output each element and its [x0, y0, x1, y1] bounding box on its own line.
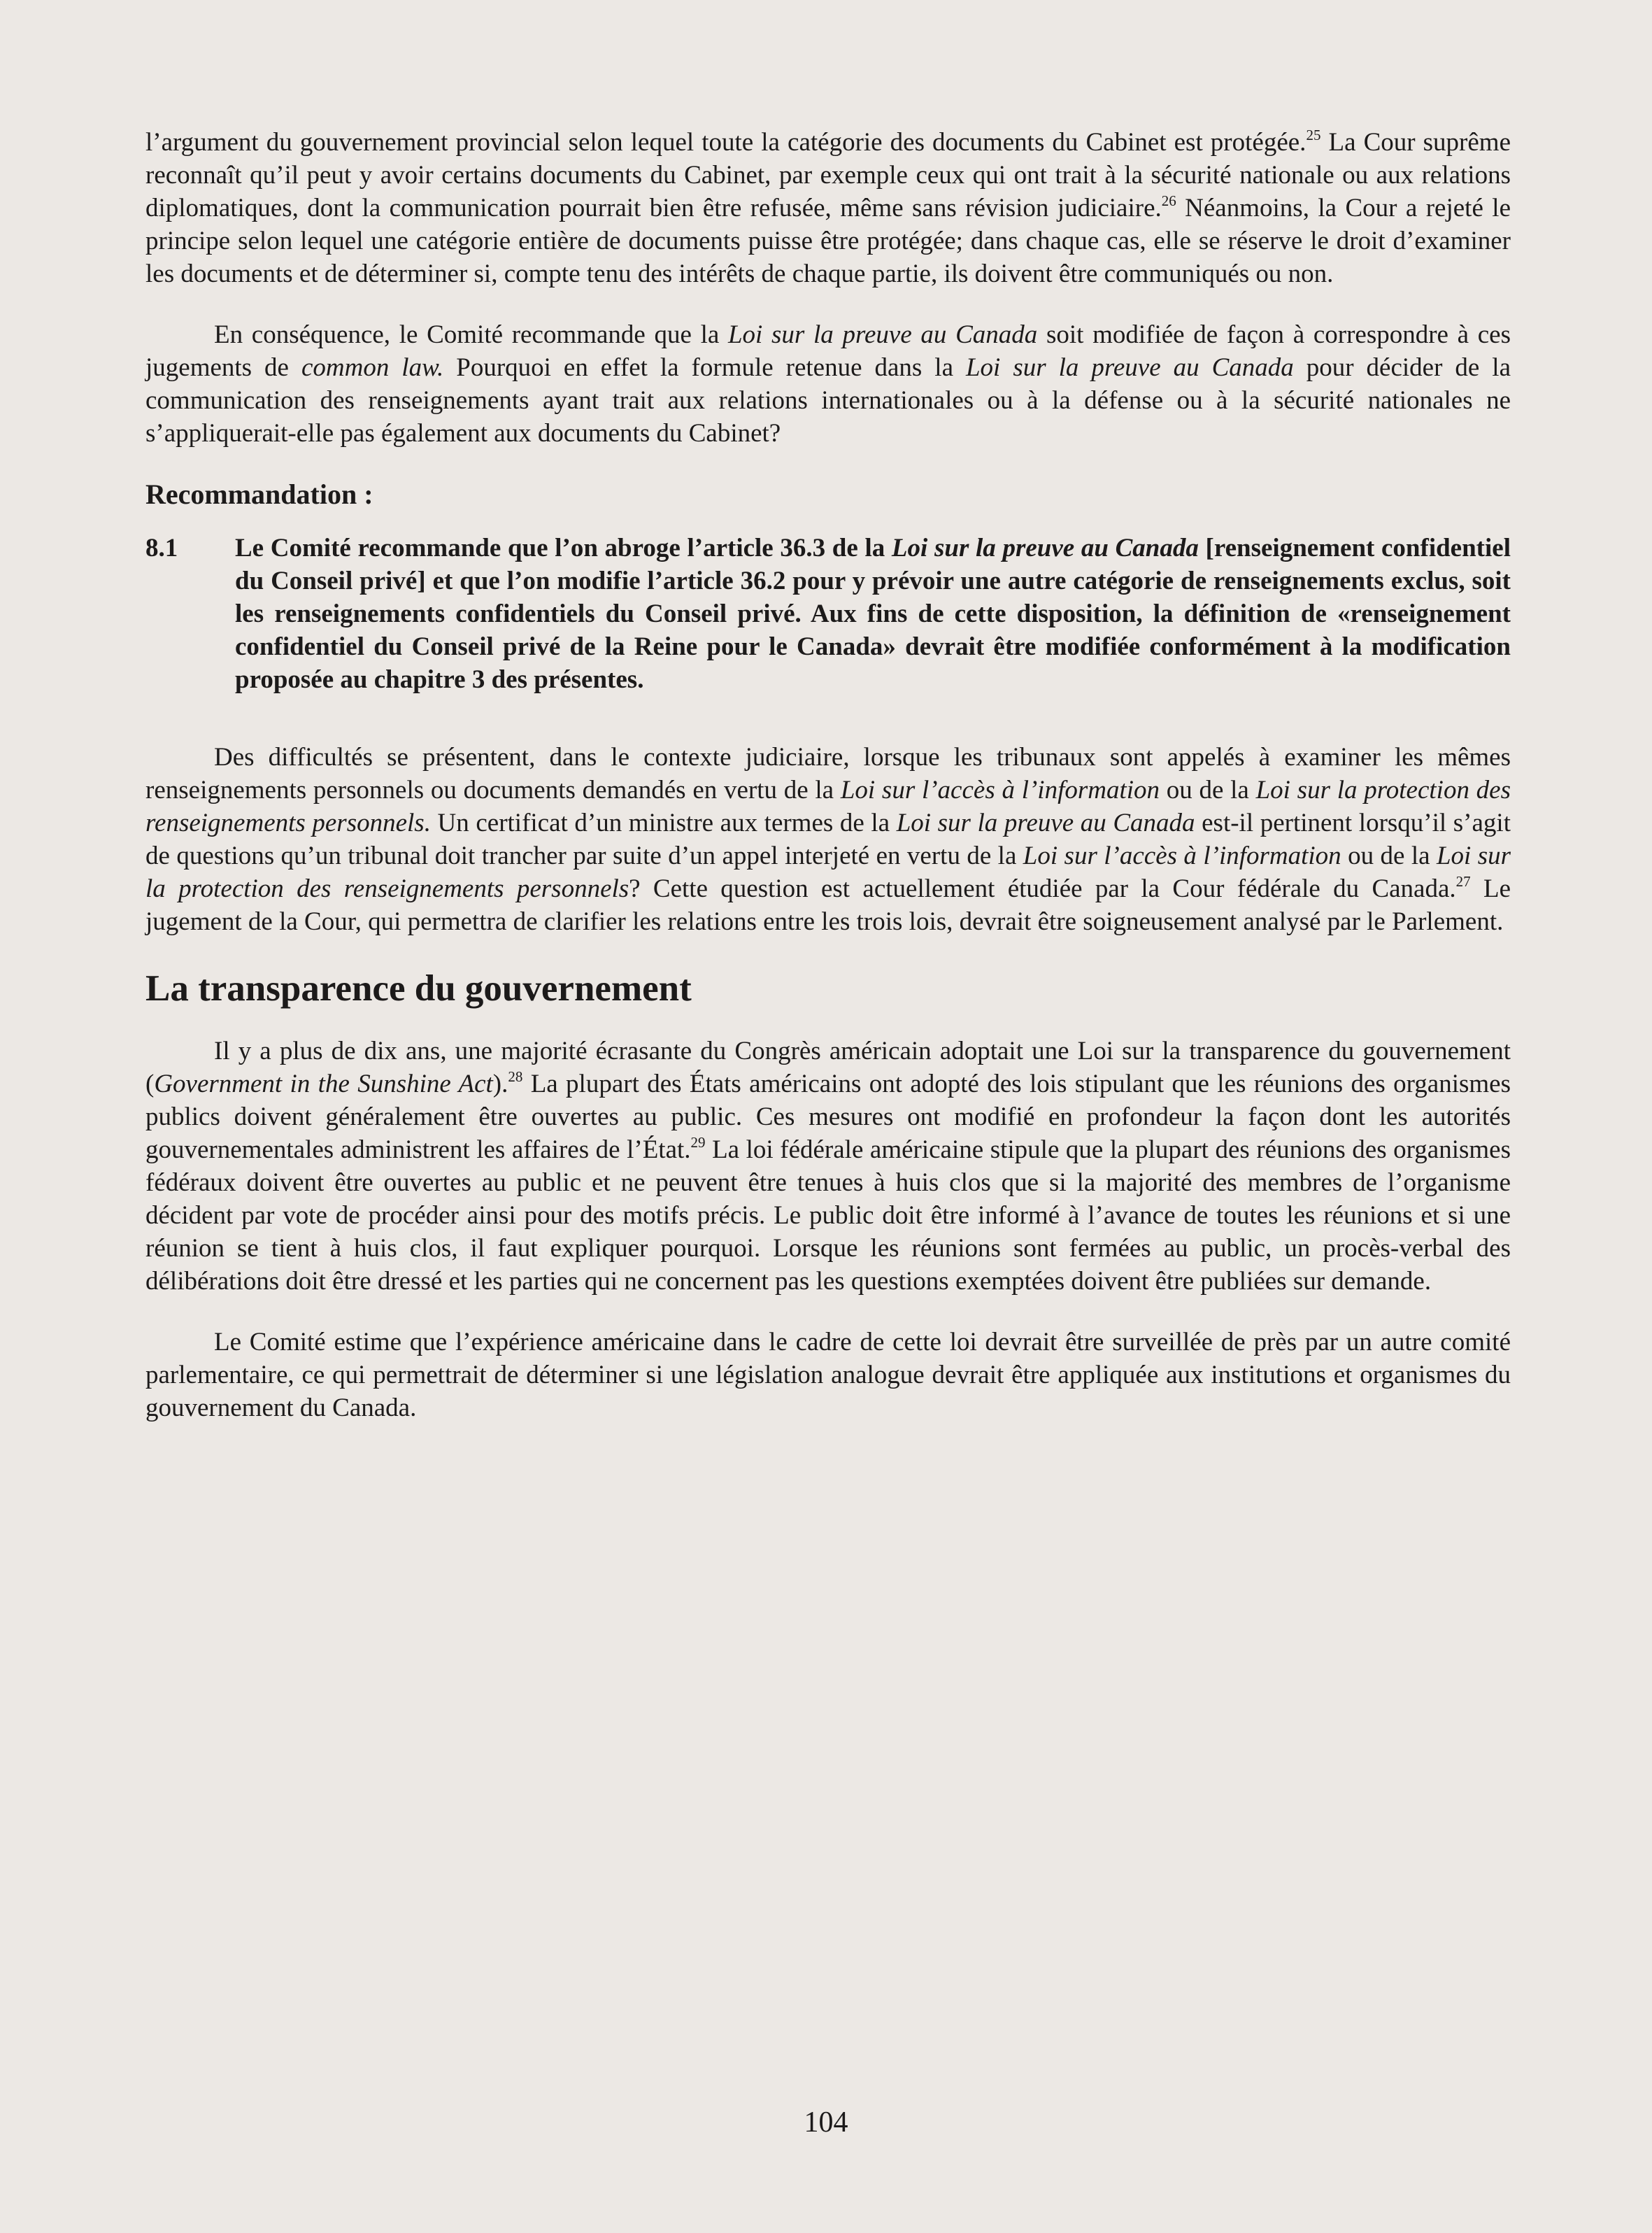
recommendation-item: [145, 532, 1511, 696]
body-text: [145, 126, 1511, 1452]
italic-title: Government in the Sunshine Act: [154, 1070, 493, 1098]
italic-title: Loi sur l’accès à l’information: [840, 776, 1160, 804]
italic-title: common law.: [301, 353, 444, 382]
recommendation-heading: Recommandation :: [145, 478, 373, 510]
section-heading: La transparence du gouvernement: [145, 968, 692, 1009]
italic-title: Loi sur la preuve au Canada: [896, 809, 1195, 837]
italic-title: Loi sur la preuve au Canada: [727, 320, 1038, 349]
footnote-ref: 28: [508, 1068, 523, 1085]
footnote-ref: 25: [1306, 127, 1321, 143]
italic-title: Loi sur la preuve au Canada: [965, 353, 1294, 382]
paragraph: Le Comité estime que l’expérience américaine dans le cadre de cette loi devrait être surveillée de près par un autre comité parlementaire, ce qui permettrait de déterminer si une législation analogue devrait être appliquée aux institutions et organismes du gouvernement du Canada.: [145, 1328, 1511, 1422]
paragraph: l’argument du gouvernement provincial selon lequel toute la catégorie des documents du Cabinet est protégée.$^{25}$ La Cour suprême reconnaît qu’il peut y avoir certains documents du Cabinet, par exemple ceux qui ont trait à la sécurité nationale ou aux relations diplomatiques, dont la communication pourrait bien être refusée, même sans révision judiciaire.$^{26}$ Néanmoins, la Cour a rejeté le principe selon lequel une catégorie entière de documents puisse être protégée; dans chaque cas, elle se réserve le droit d’examiner les documents et de déterminer si, compte tenu des intérêts de chaque partie, ils doivent être communiqués ou non.: [145, 127, 1511, 288]
paragraph: Il y a plus de dix ans, une majorité écrasante du Congrès américain adoptait une Loi sur la transparence du gouvernement (Government in the Sunshine Act).$^{28}$ La plupart des États américains ont adopté des lois stipulant que les réunions des organismes publics doivent généralement être ouvertes au public. Ces mesures ont modifié en profondeur la façon dont les autorités gouvernementales administrent les affaires de l’État.$^{29}$ La loi fédérale américaine stipule que la plupart des réunions des organismes fédéraux doivent être ouvertes au public et ne peuvent être tenues à huis clos que si la majorité des membres de l’organisme décident par vote de procéder ainsi pour des motifs précis. Le public doit être informé à l’avance de toutes les réunions et si une réunion se tient à huis clos, il faut expliquer pourquoi. Lorsque les réunions sont fermées au public, un procès-verbal des délibérations doit être dressé et les parties qui ne concernent pas les questions exemptées doivent être publiées sur demande.: [145, 1037, 1511, 1296]
recommendation-number: 8.1: [145, 534, 178, 562]
footnote-ref: 29: [690, 1134, 706, 1151]
page-number: 104: [804, 2106, 848, 2139]
paragraph: Des difficultés se présentent, dans le contexte judiciaire, lorsque les tribunaux sont appelés à examiner les mêmes renseignements personnels ou documents demandés en vertu de la Loi sur l’accès à l’information ou de la Loi sur la protection des renseignements personnels. Un certificat d’un ministre aux termes de la Loi sur la preuve au Canada est-il pertinent lorsqu’il s’agit de questions qu’un tribunal doit trancher par suite d’un appel interjeté en vertu de la Loi sur l’accès à l’information ou de la Loi sur la protection des renseignements personnels? Cette question est actuellement étudiée par la Cour fédérale du Canada.$^{27}$ Le jugement de la Cour, qui permettra de clarifier les relations entre les trois lois, devrait être soigneusement analysé par le Parlement.: [145, 743, 1511, 936]
italic-title: Loi sur la preuve au Canada: [891, 534, 1199, 562]
paragraph: En conséquence, le Comité recommande que la Loi sur la preuve au Canada soit modifiée de façon à correspondre à ces jugements de common law. Pourquoi en effet la formule retenue dans la Loi sur la preuve au Canada pour décider de la communication des renseignements ayant trait aux relations internationales ou à la défense ou à la sécurité nationales ne s’appliquerait-elle pas également aux documents du Cabinet?: [145, 320, 1511, 448]
italic-title: Loi sur l’accès à l’information: [1023, 842, 1341, 870]
footnote-ref: 27: [1455, 873, 1471, 890]
italic-title: Loi sur la protection des renseignements personnels: [145, 842, 1511, 903]
recommendation-text: Le Comité recommande que l’on abroge l’article 36.3 de la Loi sur la preuve au Canada [renseignement confidentiel du Conseil privé] et que l’on modifie l’article 36.2 pour y prévoir une autre catégorie de renseignements exclus, soit les renseignements confidentiels du Conseil privé. Aux fins de cette disposition, la définition de «renseignement confidentiel du Conseil privé de la Reine pour le Canada» devrait être modifiée conformément à la modification proposée au chapitre 3 des présentes.: [235, 534, 1511, 694]
footnote-ref: 26: [1161, 192, 1176, 209]
italic-title: Loi sur la protection des renseignements personnels.: [145, 776, 1511, 837]
